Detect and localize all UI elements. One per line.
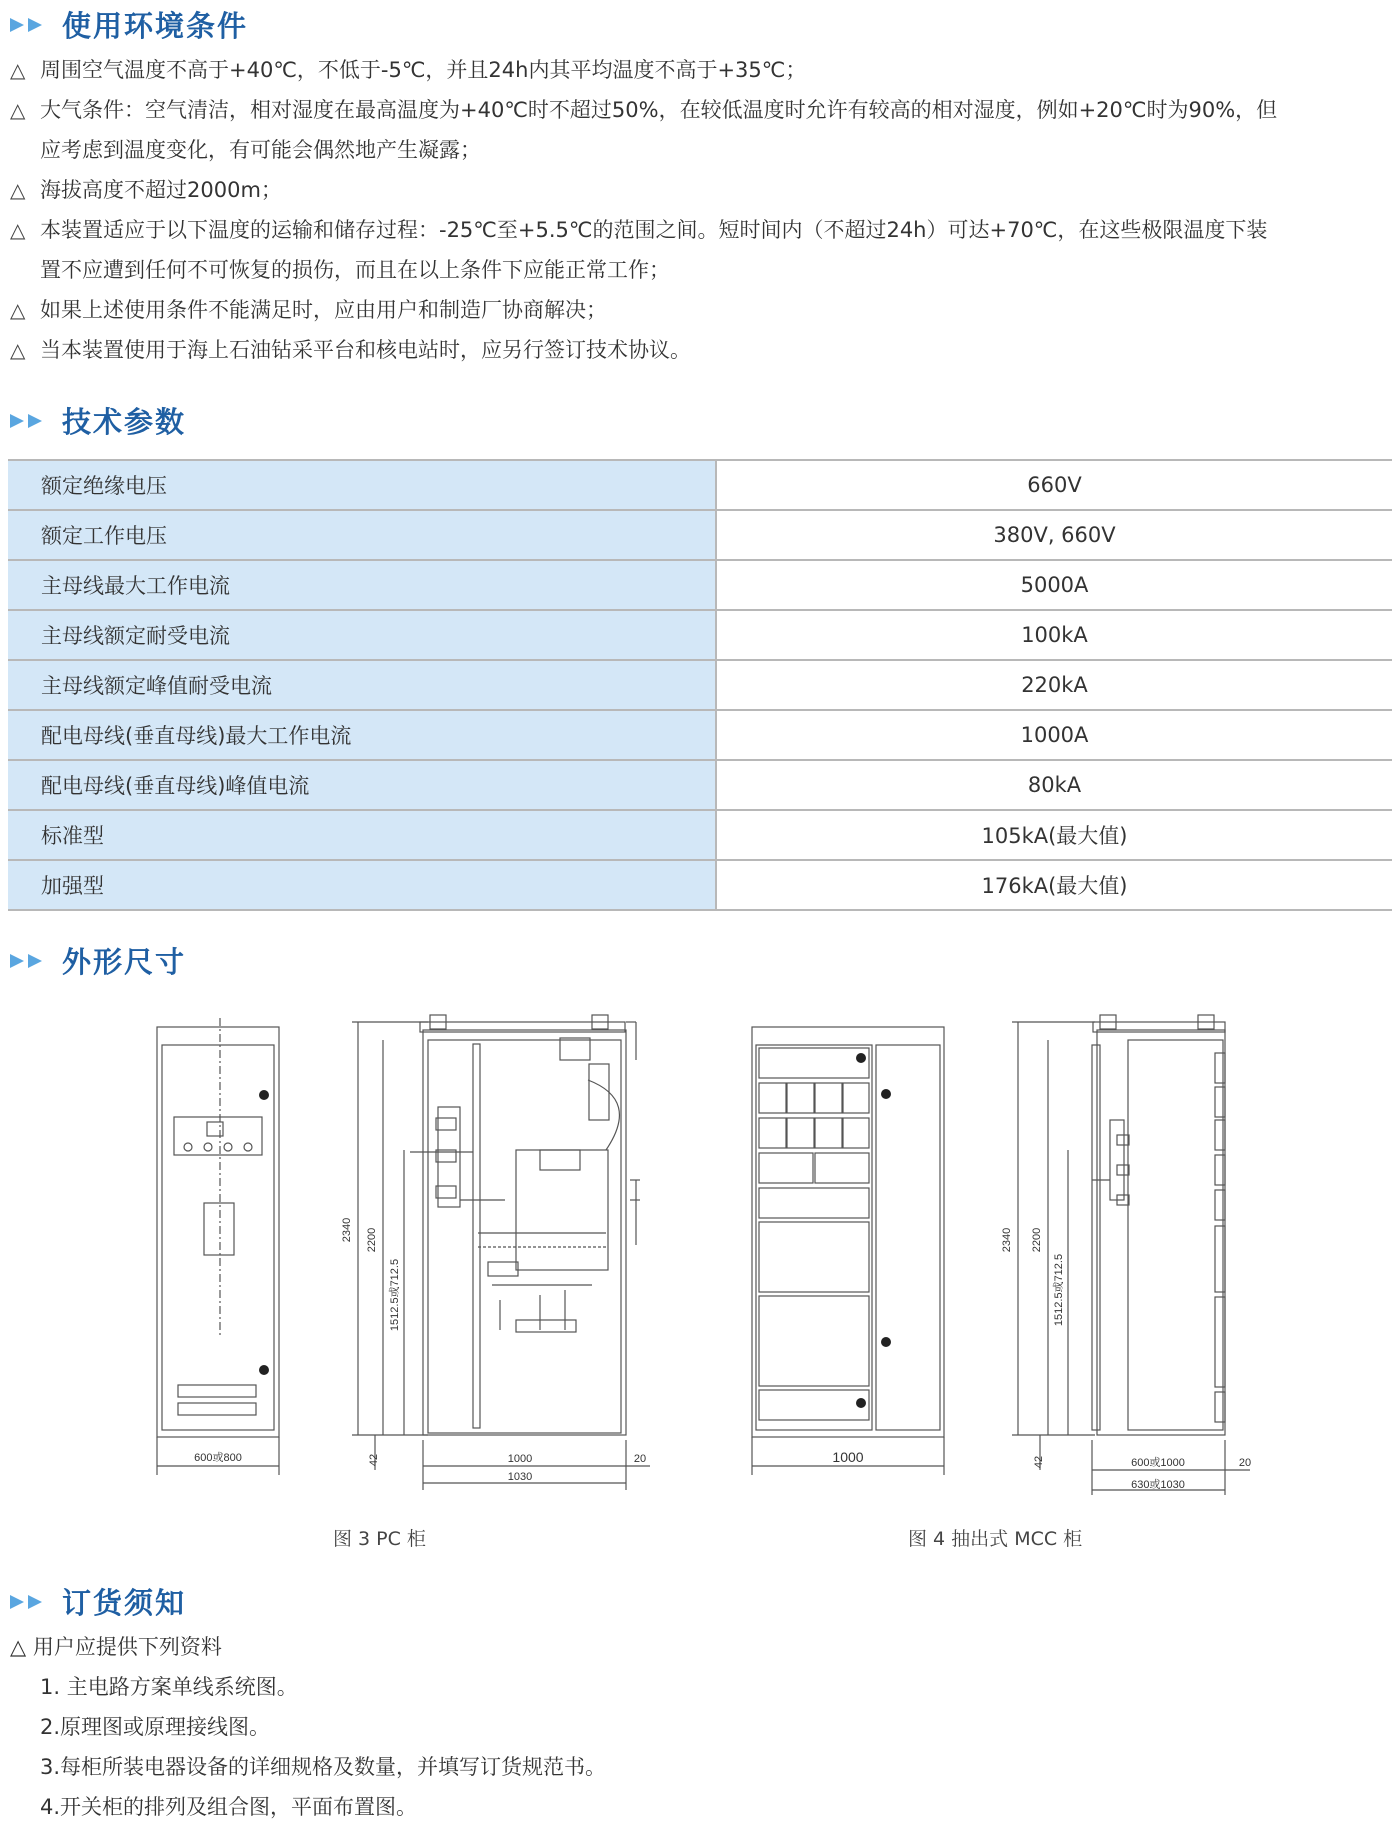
param-name-cell: 配电母线(垂直母线)峰值电流 bbox=[8, 760, 716, 810]
param-value-cell: 220kA bbox=[716, 660, 1392, 710]
list-item: △ 当本装置使用于海上石油钻采平台和核电站时，应另行签订技术协议。 bbox=[10, 330, 1386, 370]
param-value-cell: 1000A bbox=[716, 710, 1392, 760]
list-item: △ 海拔高度不超过2000m； bbox=[10, 170, 1386, 210]
section-title-env: 使用环境条件 bbox=[8, 4, 248, 45]
fig4-caption: 图 4 抽出式 MCC 柜 bbox=[908, 1528, 1083, 1550]
param-value-cell: 80kA bbox=[716, 760, 1392, 810]
table-row bbox=[8, 460, 1392, 510]
table-row bbox=[8, 710, 1392, 760]
pc-base-label: 42 bbox=[368, 1453, 380, 1467]
param-value-cell: 660V bbox=[716, 460, 1392, 510]
list-item: △ 本装置适应于以下温度的运输和储存过程：-25℃至+5.5℃的范围之间。短时间内（不超过24h）可达+70℃，在这些极限温度下装 置不应遭到任何不可恢复的损伤，而且在以上条件下应能正常工作； bbox=[10, 210, 1386, 290]
mcc-base-label: 42 bbox=[1033, 1455, 1045, 1469]
param-value-cell: 105kA(最大值) bbox=[716, 810, 1392, 860]
list-item: 2.原理图或原理接线图。 bbox=[40, 1715, 271, 1739]
pc-mid-height-label: 1512.5或712.5 bbox=[389, 1258, 401, 1332]
table-row bbox=[8, 610, 1392, 660]
mcc-side-view bbox=[1092, 1015, 1225, 1435]
order-notes bbox=[10, 1627, 606, 1827]
double-arrow-icon bbox=[8, 950, 48, 972]
mcc-inner-height-label: 2200 bbox=[1031, 1227, 1043, 1253]
double-arrow-icon bbox=[8, 1591, 48, 1613]
double-arrow-icon bbox=[8, 410, 48, 432]
list-item: △ 周围空气温度不高于+40℃，不低于-5℃，并且24h内其平均温度不高于+35℃； bbox=[10, 50, 1386, 90]
table-row bbox=[8, 560, 1392, 610]
table-row bbox=[8, 860, 1392, 910]
list-item: 3.每柜所装电器设备的详细规格及数量，并填写订货规范书。 bbox=[40, 1755, 607, 1779]
param-name-cell: 配电母线(垂直母线)最大工作电流 bbox=[8, 710, 716, 760]
triangle-icon: △ bbox=[10, 218, 26, 242]
param-value-cell: 380V, 660V bbox=[716, 510, 1392, 560]
list-item: △ 如果上述使用条件不能满足时，应由用户和制造厂协商解决； bbox=[10, 290, 1386, 330]
param-value-cell: 176kA(最大值) bbox=[716, 860, 1392, 910]
pc-front-view bbox=[157, 1018, 279, 1475]
pc-front-width-label: 600或800 bbox=[194, 1452, 242, 1464]
triangle-icon: △ bbox=[10, 178, 26, 202]
triangle-icon: △ bbox=[10, 58, 26, 82]
list-item: △ 大气条件：空气清洁，相对湿度在最高温度为+40℃时不超过50%，在较低温度时允许有较高的相对湿度，例如+20℃时为90%，但 应考虑到温度变化，有可能会偶然地产生凝露； bbox=[10, 90, 1386, 170]
cabinet-drawings bbox=[0, 1000, 1400, 1560]
order-intro: △ 用户应提供下列资料 bbox=[10, 1635, 222, 1659]
table-row bbox=[8, 510, 1392, 560]
param-name-cell: 标准型 bbox=[8, 810, 716, 860]
list-item: 1. 主电路方案单线系统图。 bbox=[40, 1675, 298, 1699]
mcc-front-view bbox=[752, 1027, 944, 1475]
mcc-depth-total-label: 630或1030 bbox=[1131, 1479, 1185, 1491]
param-value-cell: 5000A bbox=[716, 560, 1392, 610]
pc-side-view bbox=[410, 1015, 640, 1435]
param-name-cell: 主母线额定耐受电流 bbox=[8, 610, 716, 660]
mcc-total-height-label: 2340 bbox=[1001, 1227, 1013, 1253]
mcc-mid-height-label: 1512.5或712.5 bbox=[1053, 1253, 1065, 1327]
triangle-icon: △ bbox=[10, 1635, 33, 1659]
triangle-icon: △ bbox=[10, 98, 26, 122]
param-value-cell: 100kA bbox=[716, 610, 1392, 660]
table-row bbox=[8, 810, 1392, 860]
mcc-front-width-label: 1000 bbox=[832, 1449, 864, 1465]
param-name-cell: 额定工作电压 bbox=[8, 510, 716, 560]
list-item: 4.开关柜的排列及组合图，平面布置图。 bbox=[40, 1795, 418, 1819]
tech-params-table bbox=[8, 459, 1392, 911]
double-arrow-icon bbox=[8, 14, 48, 36]
section-title-order: 订货须知 bbox=[8, 1581, 186, 1622]
param-name-cell: 主母线最大工作电流 bbox=[8, 560, 716, 610]
fig3-caption: 图 3 PC 柜 bbox=[333, 1528, 426, 1550]
table-row bbox=[8, 760, 1392, 810]
pc-depth-total-label: 1030 bbox=[507, 1471, 533, 1483]
section-title-dims: 外形尺寸 bbox=[8, 940, 186, 981]
mcc-side-gap-label: 20 bbox=[1238, 1457, 1252, 1469]
pc-side-gap-label: 20 bbox=[633, 1453, 647, 1465]
env-conditions-list bbox=[10, 50, 1386, 370]
param-name-cell: 主母线额定峰值耐受电流 bbox=[8, 660, 716, 710]
pc-depth-label: 1000 bbox=[507, 1453, 533, 1465]
mcc-depth-label: 600或1000 bbox=[1131, 1457, 1185, 1469]
param-name-cell: 加强型 bbox=[8, 860, 716, 910]
section-title-tech: 技术参数 bbox=[8, 400, 186, 441]
triangle-icon: △ bbox=[10, 298, 26, 322]
pc-total-height-label: 2340 bbox=[341, 1217, 353, 1243]
table-row bbox=[8, 660, 1392, 710]
pc-inner-height-label: 2200 bbox=[366, 1227, 378, 1253]
param-name-cell: 额定绝缘电压 bbox=[8, 460, 716, 510]
triangle-icon: △ bbox=[10, 338, 26, 362]
